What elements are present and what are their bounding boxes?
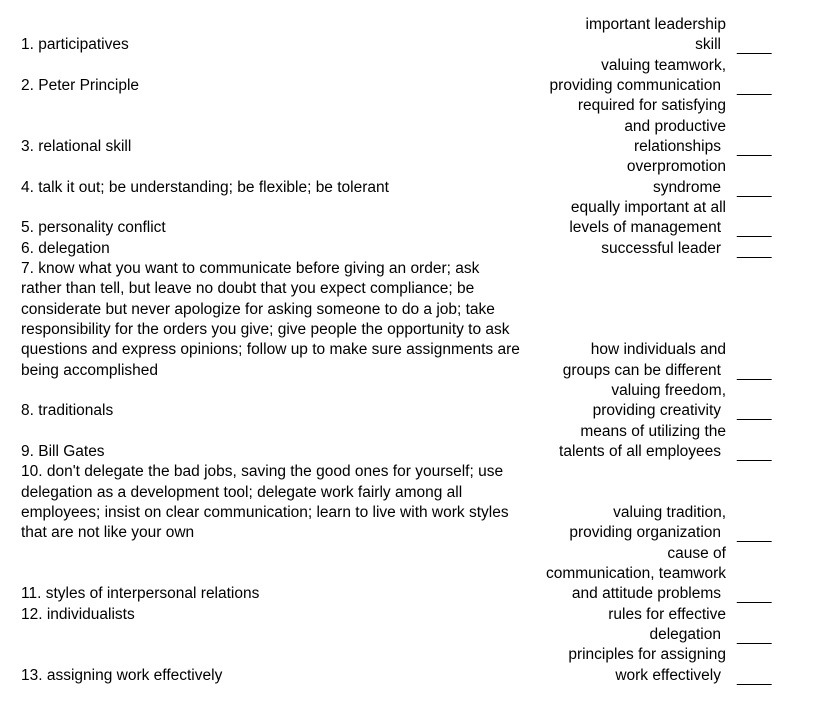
answer-2-line-2: providing communication (549, 76, 721, 94)
question-12: 12. individualists (21, 605, 135, 623)
question-6: 6. delegation (21, 239, 110, 257)
answer-3-line-3: relationships (633, 137, 721, 155)
answer-blank-8[interactable]: ____ (737, 404, 772, 422)
answer-2-line-1: valuing teamwork, (601, 56, 726, 74)
answer-10-line-1: valuing tradition, (613, 503, 726, 521)
answer-11-line-1: cause of (667, 544, 726, 562)
answer-blank-6[interactable]: ____ (737, 241, 772, 259)
question-7-line-5: questions and express opinions; follow up to make sure assignments are (21, 341, 520, 359)
answer-blank-5[interactable]: ____ (737, 221, 772, 239)
answer-blank-13[interactable]: ____ (737, 668, 772, 686)
answer-3-line-1: required for satisfying (577, 97, 726, 115)
answer-4-line-1: overpromotion (626, 158, 726, 176)
question-7-line-3: considerate but never apologize for asking someone to do a job; take (21, 300, 495, 318)
answer-blank-2[interactable]: ____ (737, 78, 772, 96)
answer-7-line-2: groups can be different (562, 361, 721, 379)
answer-6-line-1: successful leader (601, 239, 721, 257)
question-10-line-2: delegation as a development tool; delegate work fairly among all (21, 483, 463, 501)
answer-13-line-2: work effectively (615, 666, 721, 684)
answer-blank-11[interactable]: ____ (737, 587, 772, 605)
question-10-line-4: that are not like your own (21, 524, 195, 542)
answer-blank-3[interactable]: ____ (737, 139, 772, 157)
question-7-line-4: responsibility for the orders you give; give people the opportunity to ask (21, 320, 510, 338)
answer-7-line-1: how individuals and (590, 341, 726, 359)
answer-1-line-1: important leadership (585, 16, 726, 33)
question-7-line-1: 7. know what you want to communicate before giving an order; ask (21, 259, 480, 277)
answer-8-line-2: providing creativity (592, 402, 721, 420)
question-10-line-1: 10. don't delegate the bad jobs, saving the good ones for yourself; use (21, 463, 504, 481)
question-9: 9. Bill Gates (21, 442, 105, 460)
question-4: 4. talk it out; be understanding; be flexible; be tolerant (21, 178, 389, 196)
question-7-line-6: being accomplished (21, 361, 159, 379)
answer-blank-9[interactable]: ____ (737, 444, 772, 462)
question-13: 13. assigning work effectively (21, 666, 223, 684)
answer-blank-7[interactable]: ____ (737, 363, 772, 381)
answer-1-line-2: skill (695, 36, 721, 54)
answer-12-line-1: rules for effective (608, 605, 726, 623)
answer-blank-4[interactable]: ____ (737, 180, 772, 198)
question-7-line-2: rather than tell, but leave no doubt that you expect compliance; be (21, 280, 475, 298)
answer-4-line-2: syndrome (652, 178, 721, 196)
question-3: 3. relational skill (21, 137, 132, 155)
answer-blank-10[interactable]: ____ (737, 526, 772, 544)
answer-13-line-1: principles for assigning (568, 646, 726, 664)
answer-9-line-1: means of utilizing the (580, 422, 726, 440)
answer-blank-1[interactable]: ____ (737, 38, 772, 56)
answer-10-line-2: providing organization (569, 524, 721, 542)
question-10-line-3: employees; insist on clear communication; learn to live with work styles (21, 503, 509, 521)
answer-blank-12[interactable]: ____ (737, 627, 772, 645)
question-2: 2. Peter Principle (21, 76, 140, 94)
answer-9-line-2: talents of all employees (559, 442, 721, 460)
answer-5-line-1: equally important at all (570, 198, 726, 216)
answer-11-line-3: and attitude problems (571, 585, 721, 603)
answer-11-line-2: communication, teamwork (545, 564, 726, 582)
question-5: 5. personality conflict (21, 219, 166, 237)
question-11: 11. styles of interpersonal relations (21, 585, 260, 603)
question-8: 8. traditionals (21, 402, 114, 420)
answer-3-line-2: and productive (624, 117, 726, 135)
question-1: 1. participatives (21, 36, 129, 54)
answer-5-line-2: levels of management (569, 219, 721, 237)
answer-12-line-2: delegation (649, 625, 721, 643)
answer-8-line-1: valuing freedom, (611, 381, 726, 399)
